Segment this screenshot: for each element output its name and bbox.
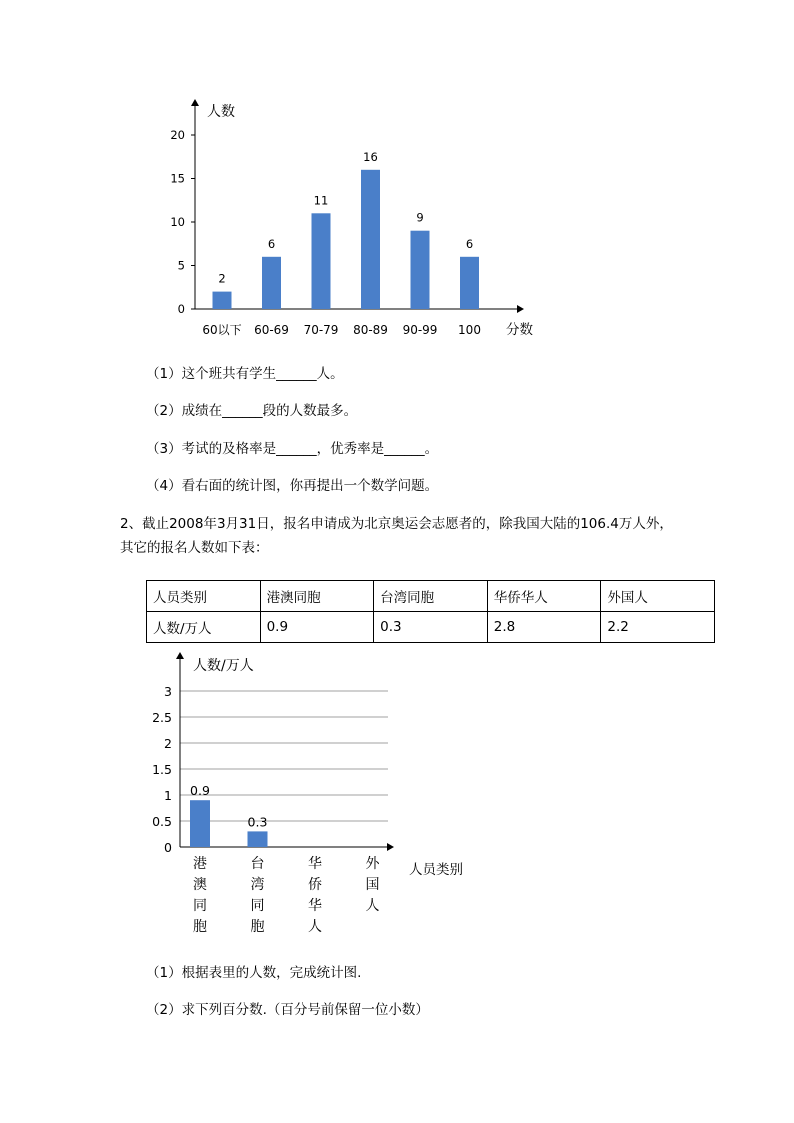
question-2-1: （1）根据表里的人数，完成统计图. xyxy=(146,965,362,981)
table-cell: 华侨华人 xyxy=(487,581,601,612)
chart2-xlabel: 人员类别 xyxy=(409,862,463,878)
chart1-bar xyxy=(460,257,479,309)
table-cell: 人员类别 xyxy=(147,581,261,612)
problem-2-line-2: 其它的报名人数如下表： xyxy=(120,540,269,556)
chart1-category-label: 90-99 xyxy=(402,323,438,337)
table-cell: 人数/万人 xyxy=(147,612,261,643)
volunteer-table xyxy=(146,580,715,643)
chart1-category-label: 60以下 xyxy=(202,323,242,337)
table-cell: 台湾同胞 xyxy=(374,581,488,612)
chart2-ytick-label: 0.5 xyxy=(152,814,172,829)
chart1-value-label: 6 xyxy=(267,236,276,251)
chart1-category-label: 60-69 xyxy=(254,323,289,337)
question-1-4: （4）看右面的统计图，你再提出一个数学问题。 xyxy=(146,478,439,494)
problem-2-line-1: 2、截止2008年3月31日，报名申请成为北京奥运会志愿者的，除我国大陆的106.4万人外， xyxy=(120,516,673,532)
chart1-x-arrow xyxy=(517,305,524,313)
question-1-3: （3）考试的及格率是______，优秀率是______。 xyxy=(146,441,439,457)
chart2-bar xyxy=(248,831,268,847)
chart1-bar xyxy=(312,213,331,309)
chart2-ytick-label: 2.5 xyxy=(152,710,172,725)
chart2-value-label: 0.9 xyxy=(190,783,210,799)
score-bar-chart xyxy=(0,0,794,350)
chart2-ytick-label: 2 xyxy=(164,736,172,751)
chart1-y-arrow xyxy=(191,99,199,106)
chart1-ylabel: 人数 xyxy=(207,104,235,120)
table-cell: 外国人 xyxy=(601,581,715,612)
chart1-bar xyxy=(262,257,281,309)
chart2-value-label: 0.3 xyxy=(247,814,268,830)
chart2-y-arrow xyxy=(176,652,184,659)
chart2-category-label: 外国人 xyxy=(365,856,380,914)
chart1-ytick-label: 20 xyxy=(170,128,185,142)
table-row xyxy=(147,612,715,643)
table-row xyxy=(147,581,715,612)
question-2-2: （2）求下列百分数.（百分号前保留一位小数） xyxy=(146,1002,429,1018)
chart2-category-label: 港澳同胞 xyxy=(193,856,207,935)
chart1-category-label: 70-79 xyxy=(303,323,339,337)
chart1-ytick-label: 0 xyxy=(177,302,185,316)
chart2-bar xyxy=(190,800,210,847)
chart2-ytick-label: 3 xyxy=(164,684,172,699)
chart2-ylabel: 人数/万人 xyxy=(193,658,254,674)
chart1-value-label: 2 xyxy=(218,271,226,286)
table-cell: 0.9 xyxy=(260,612,374,643)
chart2-category-label: 华侨华人 xyxy=(308,856,322,935)
chart2-x-arrow xyxy=(387,843,394,851)
chart1-value-label: 16 xyxy=(363,149,378,164)
volunteer-bar-chart xyxy=(0,640,794,940)
table-cell: 港澳同胞 xyxy=(260,581,374,612)
table-cell: 2.8 xyxy=(487,612,601,643)
chart1-bar xyxy=(361,170,380,309)
chart1-ytick-label: 15 xyxy=(170,171,185,186)
chart1-value-label: 6 xyxy=(465,236,474,251)
chart1-category-label: 100 xyxy=(458,323,481,337)
chart2-ytick-label: 0 xyxy=(164,840,172,855)
chart1-category-label: 80-89 xyxy=(353,323,388,337)
chart2-ytick-label: 1 xyxy=(164,788,172,803)
chart1-bar xyxy=(411,231,430,309)
chart1-ytick-label: 10 xyxy=(170,215,185,229)
table-cell: 0.3 xyxy=(374,612,488,643)
table-cell: 2.2 xyxy=(601,612,715,643)
chart2-category-label: 台湾同胞 xyxy=(250,856,265,935)
chart1-bar xyxy=(213,292,232,309)
chart1-value-label: 9 xyxy=(416,210,424,225)
chart1-value-label: 11 xyxy=(313,193,329,208)
question-1-2: （2）成绩在______段的人数最多。 xyxy=(146,403,358,419)
chart1-ytick-label: 5 xyxy=(177,258,185,273)
question-1-1: （1）这个班共有学生______人。 xyxy=(146,366,344,382)
chart1-xlabel: 分数 xyxy=(506,322,533,338)
chart2-ytick-label: 1.5 xyxy=(152,762,172,777)
